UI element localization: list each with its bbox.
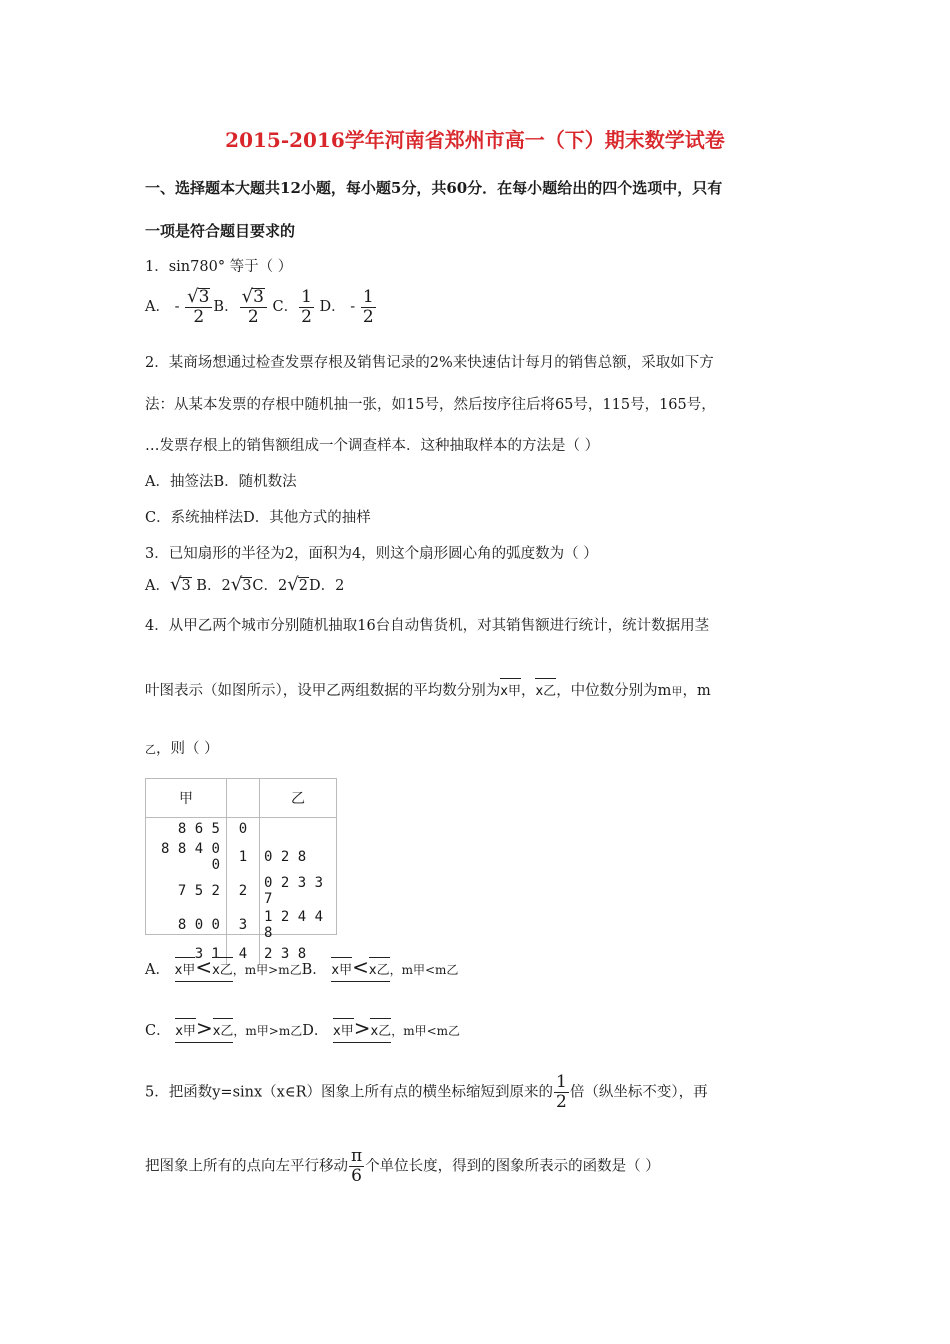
question-3-options bbox=[145, 574, 344, 595]
option-a-label: A． bbox=[145, 578, 170, 594]
minus-sign: - bbox=[174, 299, 180, 315]
option-a-label: A． bbox=[145, 962, 170, 978]
question-4-line1: 4．从甲乙两个城市分别随机抽取16台自动售货机，对其销售额进行统计，统计数据用茎 bbox=[145, 618, 710, 634]
subscript-yi: 乙 bbox=[543, 684, 557, 699]
leaves-yi bbox=[260, 817, 337, 840]
option-c-label: C． bbox=[145, 1023, 171, 1039]
section-heading-line1: 一、选择题本大题共12小题，每小题5分，共60分．在每小题给出的四个选项中，只有 bbox=[145, 179, 723, 197]
denominator: 6 bbox=[351, 1166, 362, 1186]
m-symbol: m bbox=[696, 683, 711, 699]
question-2-line1: 2．某商场想通过检查发票存根及销售记录的2%来快速估计每月的销售总额，采取如下方 bbox=[145, 355, 714, 371]
stem-value: 2 bbox=[227, 874, 260, 908]
text: 5．把函数y=sinx（x∈R）图象上所有点的横坐标缩短到原来的 bbox=[145, 1084, 553, 1101]
x-symbol: x bbox=[212, 1024, 221, 1039]
leaves-yi: 2 3 8 bbox=[264, 945, 307, 962]
radicand: 3 bbox=[253, 287, 264, 307]
fraction-neg-1-over-2 bbox=[361, 286, 376, 327]
greater-than: > bbox=[195, 1016, 213, 1040]
numerator: π bbox=[351, 1146, 363, 1166]
leaves-jia: 7 5 2 bbox=[177, 883, 220, 899]
sqrt-icon: √ bbox=[169, 574, 182, 595]
less-than: < bbox=[352, 955, 369, 979]
subscript-jia: 甲 bbox=[671, 685, 683, 698]
radicand: 3 bbox=[198, 287, 210, 307]
stem-value: 0 bbox=[227, 817, 260, 840]
radicand: 2 bbox=[298, 578, 308, 594]
median-relation-d: ，m甲<m乙 bbox=[391, 1024, 461, 1038]
leaves-jia: 8 6 5 bbox=[177, 820, 220, 837]
text: 倍（纵坐标不变），再 bbox=[569, 1084, 708, 1101]
option-d-label: D． bbox=[319, 299, 346, 315]
numerator: 1 bbox=[301, 286, 312, 307]
x-symbol: x bbox=[370, 1024, 379, 1039]
stem-value: 4 bbox=[227, 942, 260, 965]
greater-than: > bbox=[353, 1016, 371, 1040]
question-3-stem: 3．已知扇形的半径为2，面积为4，则这个扇形圆心角的弧度数为（ ） bbox=[145, 546, 598, 562]
stem-leaf-plot bbox=[145, 778, 337, 962]
stem-value: 3 bbox=[227, 908, 260, 942]
median-relation-b: ，m甲<m乙 bbox=[389, 963, 459, 977]
mean-jia-symbol bbox=[500, 678, 521, 699]
comma: ， bbox=[520, 683, 536, 699]
subscript-yi: 乙 bbox=[145, 743, 156, 756]
leaves-jia: 8 0 0 bbox=[177, 917, 220, 933]
stem-leaf-row bbox=[146, 840, 336, 874]
subscript-jia: 甲 bbox=[507, 684, 521, 699]
numerator: 1 bbox=[556, 1072, 567, 1092]
question-1-stem: 1．sin780° 等于（ ） bbox=[145, 259, 293, 275]
x-symbol: x bbox=[175, 1024, 183, 1039]
text: 叶图表示（如图所示），设甲乙两组数据的平均数分别为 bbox=[145, 683, 501, 699]
text: 把图象上所有的点向左平行移动 bbox=[145, 1158, 348, 1175]
subscript-jia: 甲 bbox=[182, 1024, 196, 1039]
mean-yi-symbol bbox=[535, 678, 556, 699]
fraction-neg-sqrt3-over-2 bbox=[185, 288, 212, 326]
x-symbol: x bbox=[333, 1024, 341, 1039]
sqrt-icon: √ bbox=[287, 574, 299, 595]
text: ，中位数分别为m bbox=[556, 683, 672, 699]
sqrt-icon: √ bbox=[241, 286, 254, 307]
comma: ， bbox=[682, 683, 697, 699]
fraction-pi-over-6 bbox=[349, 1148, 364, 1185]
x-symbol: x bbox=[174, 963, 183, 978]
page-title: 2015-2016学年河南省郑州市高一（下）期末数学试卷 bbox=[225, 128, 725, 152]
question-5-line1 bbox=[145, 1074, 708, 1111]
sqrt-icon: √ bbox=[230, 574, 243, 595]
numerator: 1 bbox=[362, 286, 374, 307]
option-b-label: B．2 bbox=[191, 578, 231, 594]
header-jia: 甲 bbox=[179, 790, 193, 807]
stem-leaf-row bbox=[146, 874, 336, 908]
text: 个单位长度，得到的图象所表示的函数是（ ） bbox=[365, 1158, 660, 1175]
stem-leaf-row bbox=[146, 908, 336, 942]
x-symbol: x bbox=[500, 684, 508, 699]
leaves-yi: 1 2 4 4 8 bbox=[264, 909, 324, 941]
option-b-label: B． bbox=[213, 299, 239, 315]
denominator: 2 bbox=[247, 307, 259, 327]
option-b-label: B． bbox=[301, 962, 327, 978]
fraction-1-over-2 bbox=[299, 286, 314, 327]
subscript-yi: 乙 bbox=[378, 1024, 392, 1039]
question-2-line2: 法：从某本发票的存根中随机抽一张，如15号，然后按序往后将65号，115号，165号， bbox=[145, 397, 716, 413]
less-than: < bbox=[195, 955, 213, 979]
x-symbol: x bbox=[368, 963, 377, 978]
option-c-label: C．2 bbox=[252, 578, 288, 594]
text: ，则（ ） bbox=[156, 741, 219, 757]
subscript-jia: 甲 bbox=[339, 963, 353, 978]
question-2-options-cd: C．系统抽样法D．其他方式的抽样 bbox=[145, 510, 371, 526]
median-relation-c: ，m甲>m乙 bbox=[233, 1024, 303, 1038]
question-2-options-ab: A．抽签法B．随机数法 bbox=[145, 474, 297, 490]
minus-sign: - bbox=[350, 299, 356, 315]
median-relation-a: ，m甲>m乙 bbox=[232, 963, 302, 977]
stem-value: 1 bbox=[227, 840, 260, 874]
question-4-options-ab bbox=[145, 955, 458, 982]
option-a-label: A． bbox=[145, 299, 170, 315]
question-4-options-cd bbox=[145, 1016, 460, 1043]
header-yi: 乙 bbox=[291, 790, 305, 807]
radicand: 3 bbox=[181, 578, 191, 594]
option-d-label: D． bbox=[302, 1023, 329, 1039]
leaves-yi: 0 2 3 3 7 bbox=[264, 875, 324, 907]
fraction-sqrt3-over-2 bbox=[240, 288, 267, 326]
leaves-jia: 3 1 bbox=[194, 945, 220, 962]
subscript-yi: 乙 bbox=[220, 1024, 234, 1039]
sqrt-icon: √ bbox=[187, 286, 199, 307]
question-1-options bbox=[145, 288, 377, 326]
subscript-yi: 乙 bbox=[376, 963, 390, 978]
subscript-jia: 甲 bbox=[340, 1024, 354, 1039]
x-symbol: x bbox=[535, 684, 544, 699]
section-heading-line2: 一项是符合题目要求的 bbox=[145, 222, 296, 240]
x-symbol: x bbox=[331, 963, 340, 978]
question-5-line2 bbox=[145, 1148, 660, 1185]
subscript-yi: 乙 bbox=[219, 963, 233, 978]
question-4-line2 bbox=[145, 678, 711, 700]
fraction-1-over-2 bbox=[554, 1074, 569, 1111]
option-d-label: D．2 bbox=[308, 578, 345, 594]
denominator: 2 bbox=[362, 306, 374, 327]
option-c-label: C． bbox=[272, 299, 299, 315]
subscript-jia: 甲 bbox=[182, 963, 196, 978]
leaves-yi: 0 2 8 bbox=[264, 849, 307, 865]
leaves-jia: 8 8 4 0 0 bbox=[160, 841, 220, 873]
question-4-line3 bbox=[145, 737, 219, 758]
denominator: 2 bbox=[301, 306, 312, 327]
question-2-line3: …发票存根上的销售额组成一个调查样本．这种抽取样本的方法是（ ） bbox=[145, 438, 600, 454]
denominator: 2 bbox=[556, 1092, 567, 1112]
denominator: 2 bbox=[193, 307, 205, 327]
stem-leaf-row bbox=[146, 817, 336, 840]
radicand: 3 bbox=[242, 578, 252, 594]
x-symbol: x bbox=[212, 963, 220, 978]
